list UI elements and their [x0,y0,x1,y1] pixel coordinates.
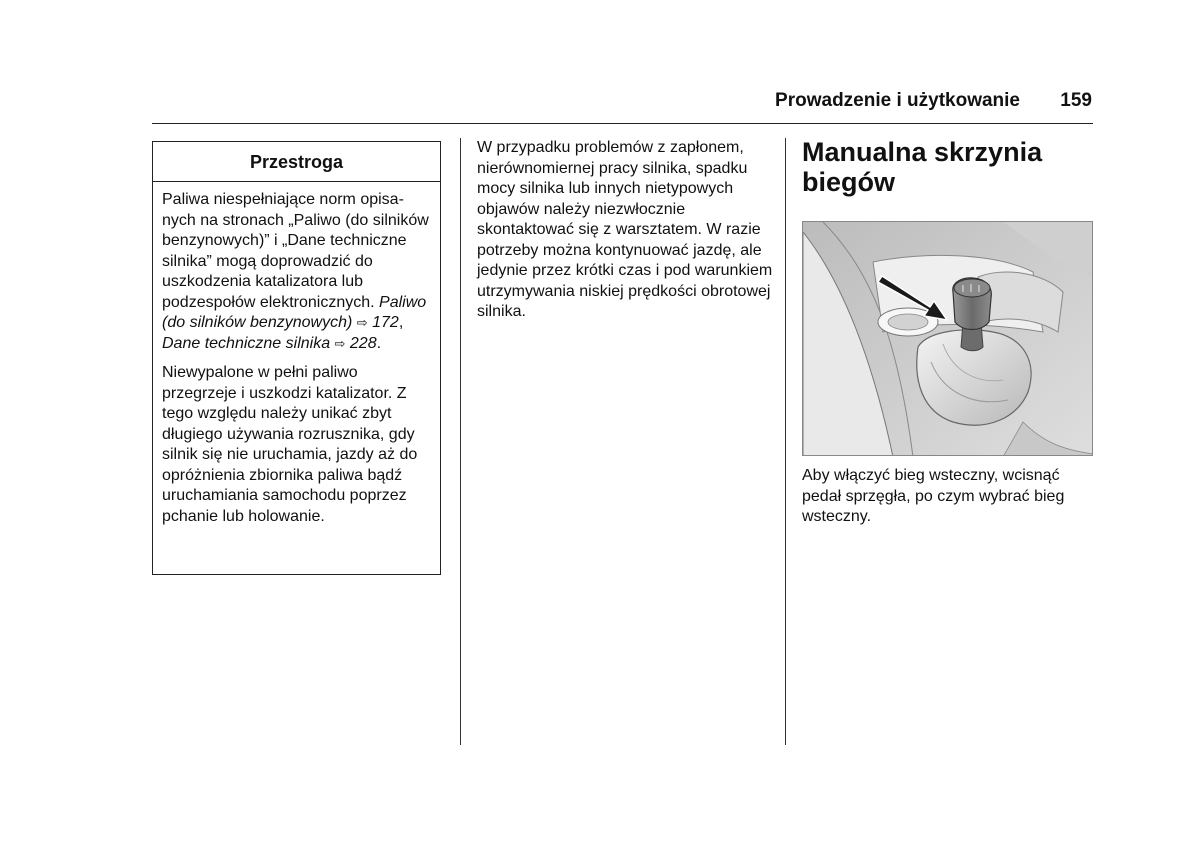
caution-body [153,182,440,527]
page-ref-arrow-icon: ⇨ [334,335,346,351]
xref-engine-data-page[interactable]: 228 [349,334,377,352]
caution-paragraph-1-text: Paliwa niespełniające norm opisanych na stronach „Paliwo (do silników benzynowych)” i „Dane techniczne silnika” mogą doprowadzić do uszkodzenia katalizatora lub podzespołów elektronicznych. [162,191,429,311]
caution-box [152,141,441,575]
caution-title: Przestroga [153,142,440,182]
section-heading: Manualna skrzynia biegów [802,137,1043,197]
figure-caption: Aby włączyć bieg wsteczny, wcisnąć pedał sprzęgła, po czym wybrać bieg wsteczny. [802,467,1065,525]
header-rule [152,123,1093,124]
page-number: 159 [1060,90,1092,111]
middle-paragraph: W przypadku problemów z zapłonem, nierównomiernej pracy silnika, spadku mocy silnika lub innych nietypowych objawów należy niezwłocznie skontaktować się z warsztatem. W razie potrzeby można kontynuować jazdę, ale jedynie przez krótki czas i pod warunkiem utrzymywania niskiej prędkości obrotowej silnika. [477,139,773,320]
column-divider-right [785,138,786,745]
running-header-title: Prowadzenie i użytkowanie [775,90,1020,111]
caution-paragraph-1: Paliwa niespełniające norm opisanych na stronach „Paliwo (do silników benzynowych)” i „Dane techniczne silnika” mogą doprowadzić do uszkodzenia katalizatora lub podzespołów elektronicznych. Paliwo (do silników benzynowych) ⇨ 172, Dane techniczne silnika ⇨ 228. [162,191,429,352]
xref-engine-data[interactable]: Dane techniczne silnika [162,334,331,352]
middle-column [477,138,777,323]
page-ref-arrow-icon: ⇨ [356,315,368,330]
xref-fuel-page[interactable]: 172 [372,314,399,331]
xref-fuel[interactable]: Paliwo (do silników benzynowych) [162,293,427,331]
column-divider-left [460,138,461,745]
gear-shift-illustration [802,221,1093,456]
caution-paragraph-2: Niewypalone w pełni paliwo przegrzeje i uszkodzi katalizator. Z tego względu należy unikać zbyt długiego używania rozrusznika, gdy silnik się nie uruchamia, jazdy aż do opróżnienia zbiornika paliwa bądź uruchamiania samochodu poprzez pchanie lub holowanie. [162,364,418,525]
